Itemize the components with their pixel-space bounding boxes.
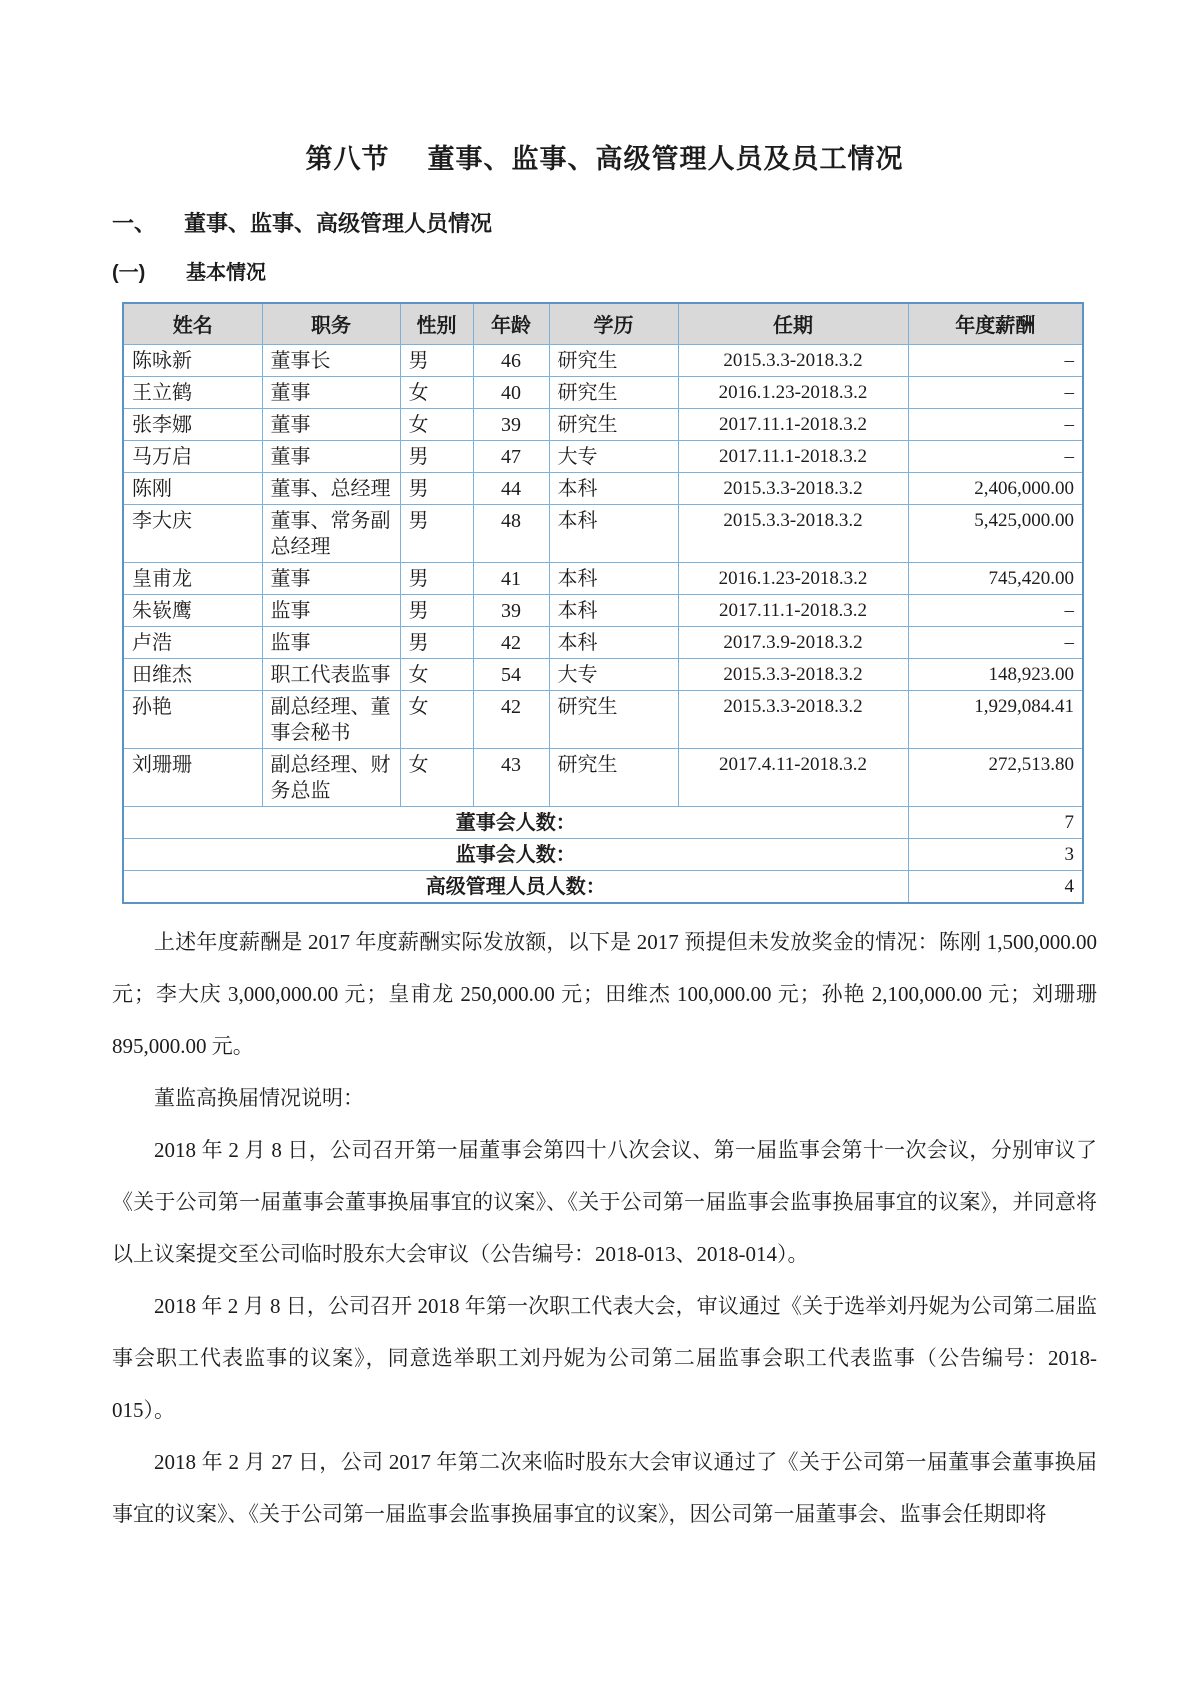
table-cell: 47	[473, 440, 549, 472]
table-cell: 研究生	[549, 748, 678, 806]
table-cell: 陈咏新	[123, 344, 262, 376]
table-cell: 董事长	[262, 344, 400, 376]
table-cell: 2015.3.3-2018.3.2	[678, 690, 908, 748]
table-cell: 女	[400, 376, 473, 408]
table-cell: 39	[473, 408, 549, 440]
table-cell: 男	[400, 472, 473, 504]
table-cell: 董事、常务副总经理	[262, 504, 400, 562]
summary-value: 4	[908, 870, 1083, 903]
table-cell: 朱嵚鹰	[123, 594, 262, 626]
table-cell: –	[908, 594, 1083, 626]
table-row	[123, 408, 1083, 440]
table-cell: 2015.3.3-2018.3.2	[678, 504, 908, 562]
table-cell: 1,929,084.41	[908, 690, 1083, 748]
table-cell: 刘珊珊	[123, 748, 262, 806]
table-row	[123, 376, 1083, 408]
table-cell: 副总经理、财务总监	[262, 748, 400, 806]
table-cell: –	[908, 344, 1083, 376]
table-cell: 董事	[262, 562, 400, 594]
table-cell: 2015.3.3-2018.3.2	[678, 472, 908, 504]
summary-row	[123, 806, 1083, 838]
table-cell: 148,923.00	[908, 658, 1083, 690]
chapter-title: 董事、监事、高级管理人员及员工情况	[427, 144, 904, 174]
table-row	[123, 440, 1083, 472]
body-paragraphs	[112, 916, 1097, 1540]
table-cell: 王立鹤	[123, 376, 262, 408]
table-cell: 田维杰	[123, 658, 262, 690]
table-cell: 监事	[262, 594, 400, 626]
table-cell: 男	[400, 504, 473, 562]
table-cell: 大专	[549, 658, 678, 690]
table-cell: 皇甫龙	[123, 562, 262, 594]
summary-label: 高级管理人员人数：	[123, 870, 908, 903]
table-cell: 5,425,000.00	[908, 504, 1083, 562]
table-cell: 2015.3.3-2018.3.2	[678, 658, 908, 690]
table-cell: 2017.11.1-2018.3.2	[678, 408, 908, 440]
summary-label: 监事会人数：	[123, 838, 908, 870]
table-cell: 研究生	[549, 408, 678, 440]
column-header: 学历	[549, 303, 678, 345]
table-cell: 女	[400, 690, 473, 748]
table-row	[123, 658, 1083, 690]
table-cell: 孙艳	[123, 690, 262, 748]
page-title	[112, 0, 1097, 175]
table-cell: 研究生	[549, 376, 678, 408]
column-header: 年度薪酬	[908, 303, 1083, 345]
summary-value: 7	[908, 806, 1083, 838]
table-cell: –	[908, 376, 1083, 408]
table-cell: 本科	[549, 504, 678, 562]
section-number: 一、	[112, 211, 157, 237]
table-cell: 董事	[262, 408, 400, 440]
table-row	[123, 626, 1083, 658]
table-cell: 2017.3.9-2018.3.2	[678, 626, 908, 658]
table-cell: 副总经理、董事会秘书	[262, 690, 400, 748]
table-cell: 董事、总经理	[262, 472, 400, 504]
table-row	[123, 344, 1083, 376]
table-cell: 男	[400, 344, 473, 376]
summary-label: 董事会人数：	[123, 806, 908, 838]
column-header: 年龄	[473, 303, 549, 345]
table-cell: 本科	[549, 594, 678, 626]
table-cell: 李大庆	[123, 504, 262, 562]
table-row	[123, 504, 1083, 562]
table-row	[123, 562, 1083, 594]
table-cell: 男	[400, 626, 473, 658]
table-cell: 马万启	[123, 440, 262, 472]
column-header: 职务	[262, 303, 400, 345]
table-cell: –	[908, 440, 1083, 472]
table-row	[123, 472, 1083, 504]
table-row	[123, 748, 1083, 806]
table-cell: 本科	[549, 626, 678, 658]
summary-row	[123, 838, 1083, 870]
table-cell: 张李娜	[123, 408, 262, 440]
table-cell: 监事	[262, 626, 400, 658]
table-cell: 2,406,000.00	[908, 472, 1083, 504]
paragraph: 2018 年 2 月 27 日，公司 2017 年第二次来临时股东大会审议通过了《关于公司第一届董事会董事换届事宜的议案》、《关于公司第一届监事会监事换届事宜的议案》，因公司第一届董事会、监事会任期即将	[112, 1449, 1097, 1526]
section-heading	[112, 211, 1097, 237]
subsection-title: 基本情况	[186, 261, 266, 284]
table-cell: 39	[473, 594, 549, 626]
table-cell: 本科	[549, 562, 678, 594]
section-title: 董事、监事、高级管理人员情况	[184, 211, 493, 237]
table-cell: 女	[400, 748, 473, 806]
table-cell: 54	[473, 658, 549, 690]
subsection-number: (一)	[112, 261, 146, 284]
paragraph: 上述年度薪酬是 2017 年度薪酬实际发放额，以下是 2017 预提但未发放奖金的情况：陈刚 1,500,000.00 元；李大庆 3,000,000.00 元；皇甫龙 250,000.00 元；田维杰 100,000.00 元；孙艳 2,100,000.00 元；刘珊珊 895,000.00 元。	[112, 929, 1097, 1058]
table-cell: 2017.11.1-2018.3.2	[678, 440, 908, 472]
table-cell: 272,513.80	[908, 748, 1083, 806]
table-cell: 42	[473, 690, 549, 748]
table-body	[123, 344, 1083, 903]
paragraph: 董监高换届情况说明：	[154, 1085, 364, 1110]
subsection-heading	[112, 261, 1097, 285]
table-cell: 745,420.00	[908, 562, 1083, 594]
table-row	[123, 690, 1083, 748]
column-header: 任期	[678, 303, 908, 345]
table-cell: 44	[473, 472, 549, 504]
table-cell: 2017.11.1-2018.3.2	[678, 594, 908, 626]
table-cell: 41	[473, 562, 549, 594]
table-cell: –	[908, 408, 1083, 440]
table-cell: 男	[400, 562, 473, 594]
chapter-number: 第八节	[305, 144, 390, 174]
table-cell: 48	[473, 504, 549, 562]
table-cell: 2017.4.11-2018.3.2	[678, 748, 908, 806]
table-cell: 43	[473, 748, 549, 806]
table-cell: 男	[400, 440, 473, 472]
table-cell: 本科	[549, 472, 678, 504]
table-cell: 女	[400, 408, 473, 440]
management-table	[122, 302, 1084, 904]
paragraph: 2018 年 2 月 8 日，公司召开第一届董事会第四十八次会议、第一届监事会第十一次会议，分别审议了《关于公司第一届董事会董事换届事宜的议案》、《关于公司第一届监事会监事换届事宜的议案》，并同意将以上议案提交至公司临时股东大会审议（公告编号：2018-013、2018-014）。	[112, 1137, 1097, 1266]
table-cell: 职工代表监事	[262, 658, 400, 690]
table-cell: 卢浩	[123, 626, 262, 658]
table-cell: 2016.1.23-2018.3.2	[678, 562, 908, 594]
table-cell: 董事	[262, 440, 400, 472]
table-cell: 大专	[549, 440, 678, 472]
summary-row	[123, 870, 1083, 903]
paragraph: 2018 年 2 月 8 日，公司召开 2018 年第一次职工代表大会，审议通过《关于选举刘丹妮为公司第二届监事会职工代表监事的议案》，同意选举职工刘丹妮为公司第二届监事会职工代表监事（公告编号：2018-015）。	[112, 1293, 1097, 1422]
table-cell: 男	[400, 594, 473, 626]
table-cell: 40	[473, 376, 549, 408]
table-cell: 2016.1.23-2018.3.2	[678, 376, 908, 408]
table-row	[123, 594, 1083, 626]
table-cell: 董事	[262, 376, 400, 408]
column-header: 姓名	[123, 303, 262, 345]
table-cell: 2015.3.3-2018.3.2	[678, 344, 908, 376]
table-cell: 42	[473, 626, 549, 658]
table-cell: 46	[473, 344, 549, 376]
table-cell: 陈刚	[123, 472, 262, 504]
table-cell: –	[908, 626, 1083, 658]
table-cell: 研究生	[549, 344, 678, 376]
table-cell: 研究生	[549, 690, 678, 748]
summary-value: 3	[908, 838, 1083, 870]
column-header: 性别	[400, 303, 473, 345]
table-cell: 女	[400, 658, 473, 690]
table-header-row	[123, 303, 1083, 345]
